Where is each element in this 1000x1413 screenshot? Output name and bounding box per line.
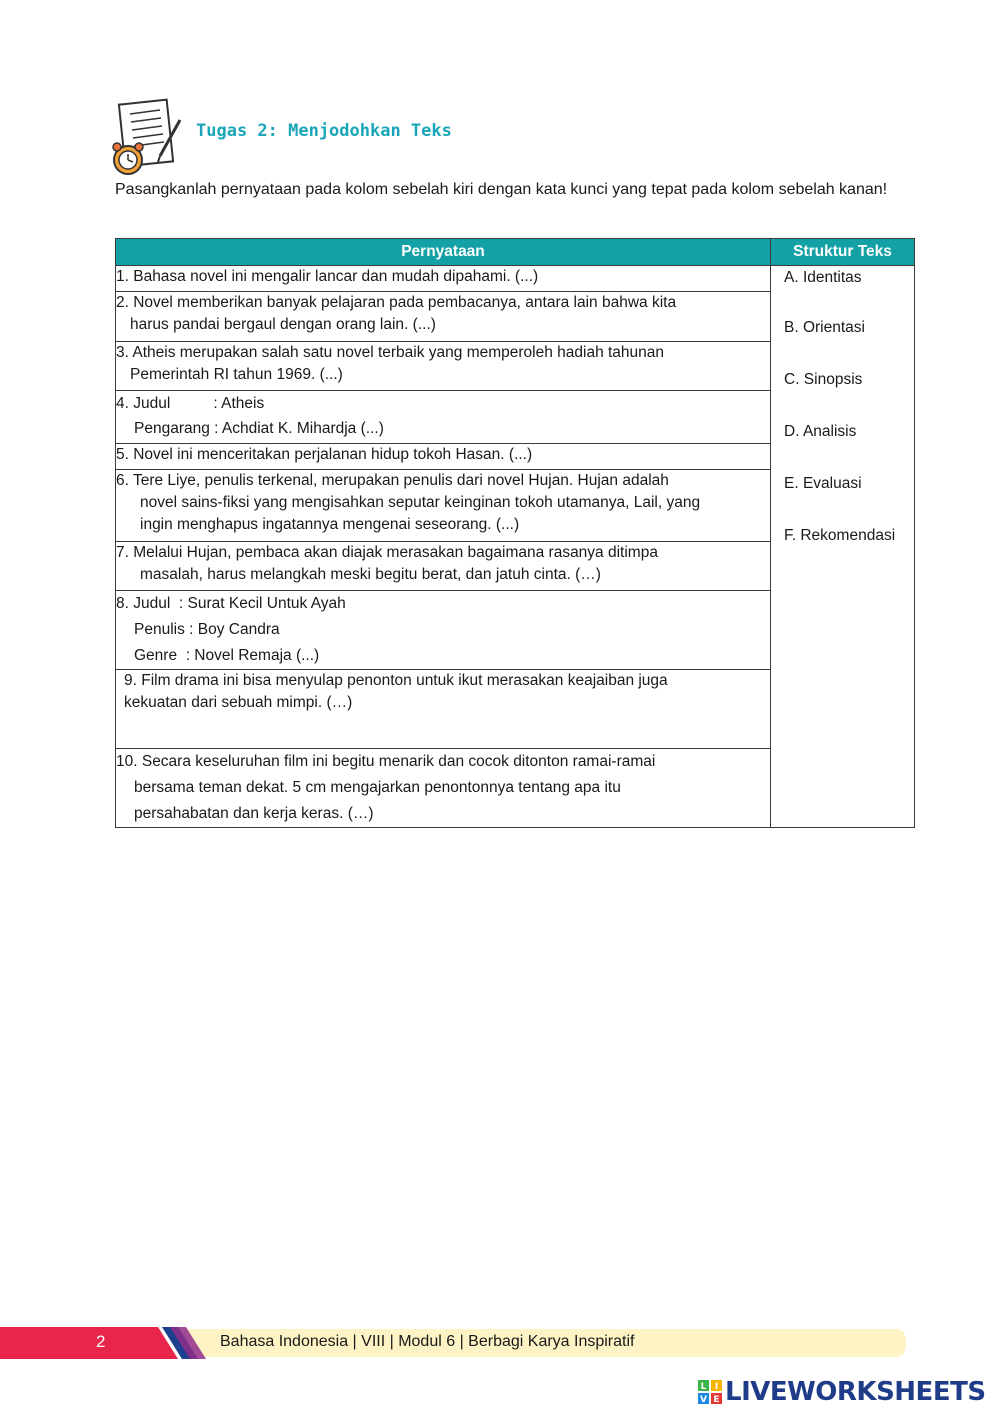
- logo-letter: L: [700, 1382, 707, 1392]
- task-title: Tugas 2: Menjodohkan Teks: [196, 121, 452, 141]
- answer-option-c[interactable]: C. Sinopsis: [784, 371, 863, 388]
- statement-row: [116, 266, 771, 292]
- answer-option-a[interactable]: A. Identitas: [784, 269, 862, 286]
- statement-row: [116, 444, 771, 470]
- logo-letter: V: [700, 1395, 707, 1404]
- footer-text: Bahasa Indonesia | VIII | Modul 6 | Berbagi Karya Inspiratif: [220, 1333, 635, 1350]
- column-header-statement: Pernyataan: [116, 239, 771, 266]
- page-number: 2: [96, 1332, 106, 1351]
- statement-line: masalah, harus melangkah meski begitu berat, dan jatuh cinta. (…): [140, 566, 601, 583]
- statement-line: 10. Secara keseluruhan film ini begitu menarik dan cocok ditonton ramai-ramai: [116, 753, 656, 770]
- answer-option-e[interactable]: E. Evaluasi: [784, 475, 862, 492]
- statement-row: [116, 749, 771, 828]
- statement-row: [116, 391, 771, 444]
- logo-letter: E: [713, 1395, 720, 1404]
- logo-letter: I: [714, 1382, 719, 1392]
- statement-row: [116, 670, 771, 749]
- statement-line: 7. Melalui Hujan, pembaca akan diajak merasakan bagaimana rasanya ditimpa: [116, 544, 658, 561]
- statement-line: 6. Tere Liye, penulis terkenal, merupakan penulis dari novel Hujan. Hujan adalah: [116, 472, 669, 489]
- brand-text: LIVEWORKSHEETS: [725, 1377, 986, 1407]
- answer-option-f[interactable]: F. Rekomendasi: [784, 527, 896, 544]
- answer-option-d[interactable]: D. Analisis: [784, 423, 857, 440]
- statement-line: Pemerintah RI tahun 1969. (...): [130, 366, 343, 383]
- instruction-text: Pasangkanlah pernyataan pada kolom sebelah kiri dengan kata kunci yang tepat pada kolom sebelah kanan!: [115, 181, 888, 198]
- statement-line: 3. Atheis merupakan salah satu novel terbaik yang memperoleh hadiah tahunan: [116, 344, 665, 361]
- statement-row: [116, 591, 771, 670]
- statement-line: 8. Judul : Surat Kecil Untuk Ayah: [116, 595, 346, 612]
- statement-line: Genre : Novel Remaja (...): [134, 647, 320, 664]
- statement-line: 4. Judul : Atheis: [116, 395, 265, 412]
- statement-line: 5. Novel ini menceritakan perjalanan hidup tokoh Hasan. (...): [116, 446, 533, 463]
- statement-row: [116, 470, 771, 542]
- statement-line: 2. Novel memberikan banyak pelajaran pada pembacanya, antara lain bahwa kita: [116, 294, 677, 311]
- statement-line: novel sains-fiksi yang mengisahkan seputar keinginan tokoh utamanya, Lail, yang: [140, 494, 701, 511]
- statement-row: [116, 542, 771, 591]
- statement-row: [116, 292, 771, 342]
- matching-table: [115, 238, 915, 828]
- liveworksheets-brand[interactable]: [698, 1377, 986, 1407]
- answer-column: [771, 266, 915, 828]
- statement-line: kekuatan dari sebuah mimpi. (…): [124, 694, 353, 711]
- statement-line: Pengarang : Achdiat K. Mihardja (...): [134, 420, 384, 437]
- statement-line: 9. Film drama ini bisa menyulap penonton untuk ikut merasakan keajaiban juga: [124, 672, 668, 689]
- statement-line: bersama teman dekat. 5 cm mengajarkan penontonnya tentang apa itu: [134, 779, 621, 796]
- liveworksheets-logo-icon: [698, 1380, 722, 1404]
- notepad-clock-icon: [108, 96, 184, 180]
- column-header-structure: Struktur Teks: [771, 239, 915, 266]
- statement-row: [116, 342, 771, 391]
- statement-line: harus pandai bergaul dengan orang lain. (...): [130, 316, 436, 333]
- statement-line: Penulis : Boy Candra: [134, 621, 280, 638]
- statement-line: persahabatan dan kerja keras. (…): [134, 805, 374, 822]
- answer-option-b[interactable]: B. Orientasi: [784, 319, 865, 336]
- statement-line: 1. Bahasa novel ini mengalir lancar dan mudah dipahami. (...): [116, 268, 539, 285]
- statement-line: ingin menghapus ingatannya mengenai seseorang. (...): [140, 516, 520, 533]
